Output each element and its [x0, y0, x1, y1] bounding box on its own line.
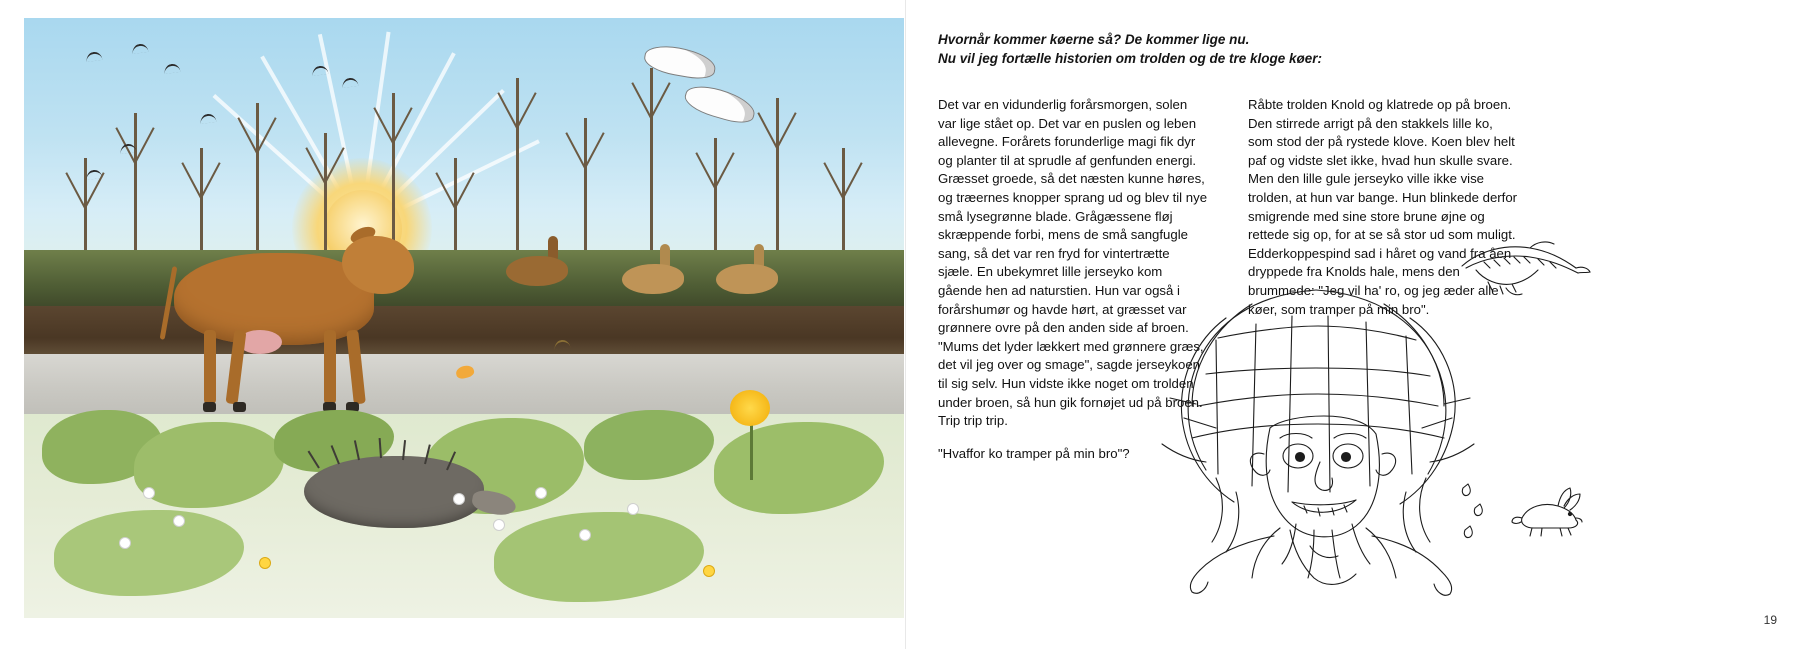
- cow-hoof: [203, 402, 216, 412]
- white-flower: [536, 488, 546, 498]
- cow-leg: [204, 330, 216, 404]
- intro-line-1: Hvornår kommer køerne så? De kommer lige nu.: [938, 32, 1250, 47]
- intro-line-2: Nu vil jeg fortælle historien om trolden og de tre kloge køer:: [938, 51, 1323, 66]
- white-flower: [628, 504, 638, 514]
- hedgehog-spine: [331, 445, 340, 464]
- white-flower: [144, 488, 154, 498]
- dandelion-stem: [750, 422, 753, 480]
- white-flower: [174, 516, 184, 526]
- paragraph: Det var en vidunderlig forårsmorgen, solen var lige stået op. Det var en puslen og leben allevegne. Forårets forunderlige magi fik dyr og planter til at sprudle af genfunden energi. Græsset groede, så det næsten kunne høres, og træernes knopper sprang ud og blev til nye små lysegrønne blade. Grågæssene fløj skræppende forbi, mens de små sangfugle sang, så det var ren fryd for vintertrætte sjæle. En ubekymret lille jerseyko kom gående hen ad naturstien. Hun var også i forårshumør og havde hørt, at græsset var grønnere ovre på den anden side af broen. "Mums det lyder lækkert med grønnere græs, det vil jeg over og smage", sagde jerseykoen til sig selv. Hun vidste ikke noget om trolden under broen, så hun gik fornøjet ud på broen. Trip trip trip.: [938, 97, 1208, 429]
- illustration-frame: [24, 18, 904, 618]
- hare-line-drawing: [1506, 480, 1596, 540]
- page-number: 19: [1763, 613, 1777, 627]
- hedgehog-icon: [304, 448, 514, 536]
- yellow-flower: [260, 558, 270, 568]
- cow-hoof: [233, 402, 246, 412]
- pheasant-icon: [716, 264, 778, 294]
- hedgehog-spine: [308, 451, 320, 469]
- pheasant-icon: [622, 264, 684, 294]
- left-page: [0, 0, 906, 649]
- hedgehog-body: [304, 456, 484, 528]
- right-page: [906, 0, 1813, 649]
- white-flower: [454, 494, 464, 504]
- yellow-flower: [704, 566, 714, 576]
- spring-morning-illustration: [24, 18, 904, 635]
- white-flower: [580, 530, 590, 540]
- white-flower: [120, 538, 130, 548]
- hedgehog-snout: [470, 488, 517, 517]
- cow-leg: [324, 330, 336, 404]
- paragraph: "Hvaffor ko tramper på min bro"?: [938, 445, 1130, 461]
- intro-block: [938, 30, 1498, 68]
- paragraph: Råbte trolden Knold og klatrede op på broen. Den stirrede arrigt på den stakkels lille ko, som stod der på rystede klove. Koen blev helt paf og vidste slet ikke, hvad hun skulle svare. Men den lille gule jerseyko ville ikke vise trolden, at hun var bange. Hun blinkede derfor smigrende med sine store brune øjne og rettede sig op, for at se så stor ud som muligt. Edderkoppespind sad i håret og vand fra åen dryppede fra Knolds hale, mens den brummede: "Jeg vil ha' ro, og jeg æder alle køer, som tramper på min bro".: [1248, 97, 1518, 317]
- pheasant-icon: [506, 256, 568, 286]
- troll-line-drawing: [1066, 278, 1596, 598]
- dandelion-icon: [730, 390, 770, 426]
- white-flower: [494, 520, 504, 530]
